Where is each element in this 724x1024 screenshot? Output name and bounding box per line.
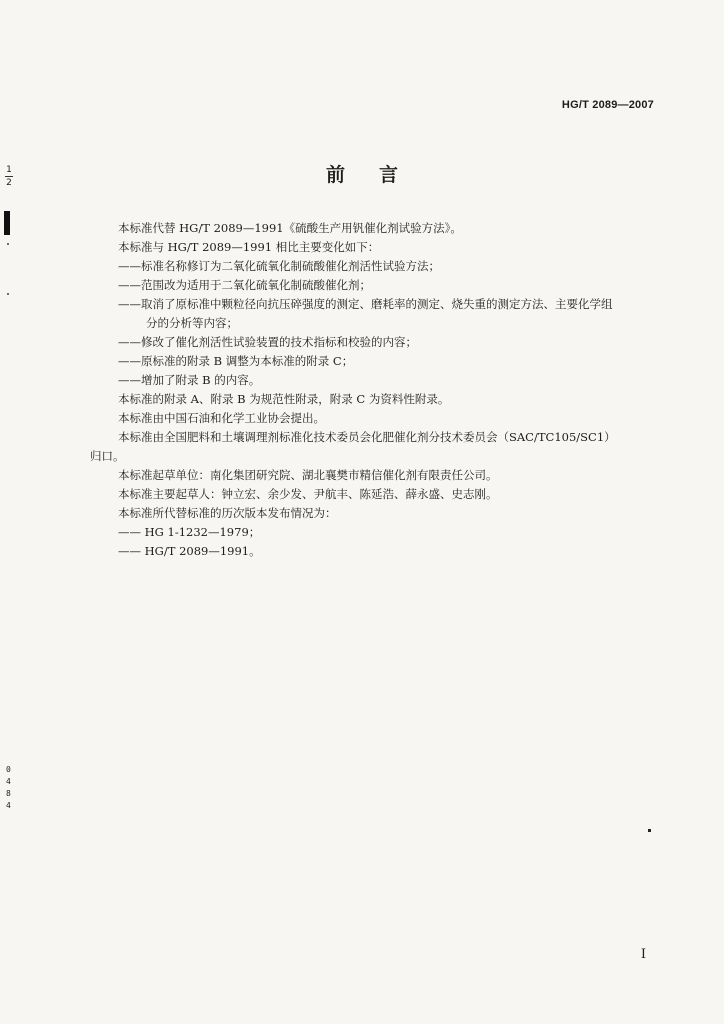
change-item-6: ——增加了附录 B 的内容。	[118, 373, 261, 387]
margin-digit: 4	[6, 801, 11, 810]
paragraph-drafting-units: 本标准起草单位：南化集团研究院、湖北襄樊市精信催化剂有限责任公司。	[118, 468, 498, 482]
previous-edition-2: —— HG/T 2089—1991。	[118, 544, 261, 558]
change-item-1: ——标准名称修订为二氧化硫氧化制硫酸催化剂活性试验方法；	[118, 259, 440, 273]
margin-speck	[7, 243, 9, 245]
margin-speck	[7, 293, 9, 295]
paragraph-appendices: 本标准的附录 A、附录 B 为规范性附录，附录 C 为资料性附录。	[118, 392, 450, 406]
margin-black-bar	[4, 211, 10, 235]
margin-fraction-bottom: 2	[6, 178, 12, 188]
paragraph-changes-intro: 本标准与 HG/T 2089—1991 相比主要变化如下：	[118, 240, 380, 254]
paragraph-previous-editions: 本标准所代替标准的历次版本发布情况为：	[118, 506, 337, 520]
paragraph-under-jurisdiction: 本标准由全国肥料和土壤调理剂标准化技术委员会化肥催化剂分技术委员会（SAC/TC105/SC1）	[118, 430, 616, 444]
paragraph-under-jurisdiction-continued: 归口。	[90, 449, 125, 463]
margin-digit: 8	[6, 789, 11, 798]
change-item-2: ——范围改为适用于二氧化硫氧化制硫酸催化剂；	[118, 278, 371, 292]
page-number: I	[640, 947, 646, 962]
scan-speck	[648, 829, 651, 832]
standard-number: HG/T 2089—2007	[561, 99, 654, 111]
page-title: 前言	[325, 164, 432, 186]
change-item-3: ——取消了原标准中颗粒径向抗压碎强度的测定、磨耗率的测定、烧失重的测定方法、主要化学组	[118, 297, 613, 311]
margin-fraction-top: 1	[6, 165, 12, 175]
margin-digits	[6, 764, 14, 812]
change-item-4: ——修改了催化剂活性试验装置的技术指标和校验的内容；	[118, 335, 417, 349]
margin-digit: 4	[6, 777, 11, 786]
paragraph-proposed-by: 本标准由中国石油和化学工业协会提出。	[118, 411, 325, 425]
change-item-5: ——原标准的附录 B 调整为本标准的附录 C；	[118, 354, 354, 368]
change-item-3-continued: 分的分析等内容；	[146, 316, 238, 330]
paragraph-replaces: 本标准代替 HG/T 2089—1991《硫酸生产用钒催化剂试验方法》。	[118, 221, 462, 235]
previous-edition-1: —— HG 1-1232—1979；	[118, 525, 261, 539]
foreword-body	[90, 219, 660, 561]
paragraph-drafters: 本标准主要起草人：钟立宏、余少发、尹航丰、陈延浩、薛永盛、史志刚。	[118, 487, 498, 501]
margin-digit: 0	[6, 765, 11, 774]
